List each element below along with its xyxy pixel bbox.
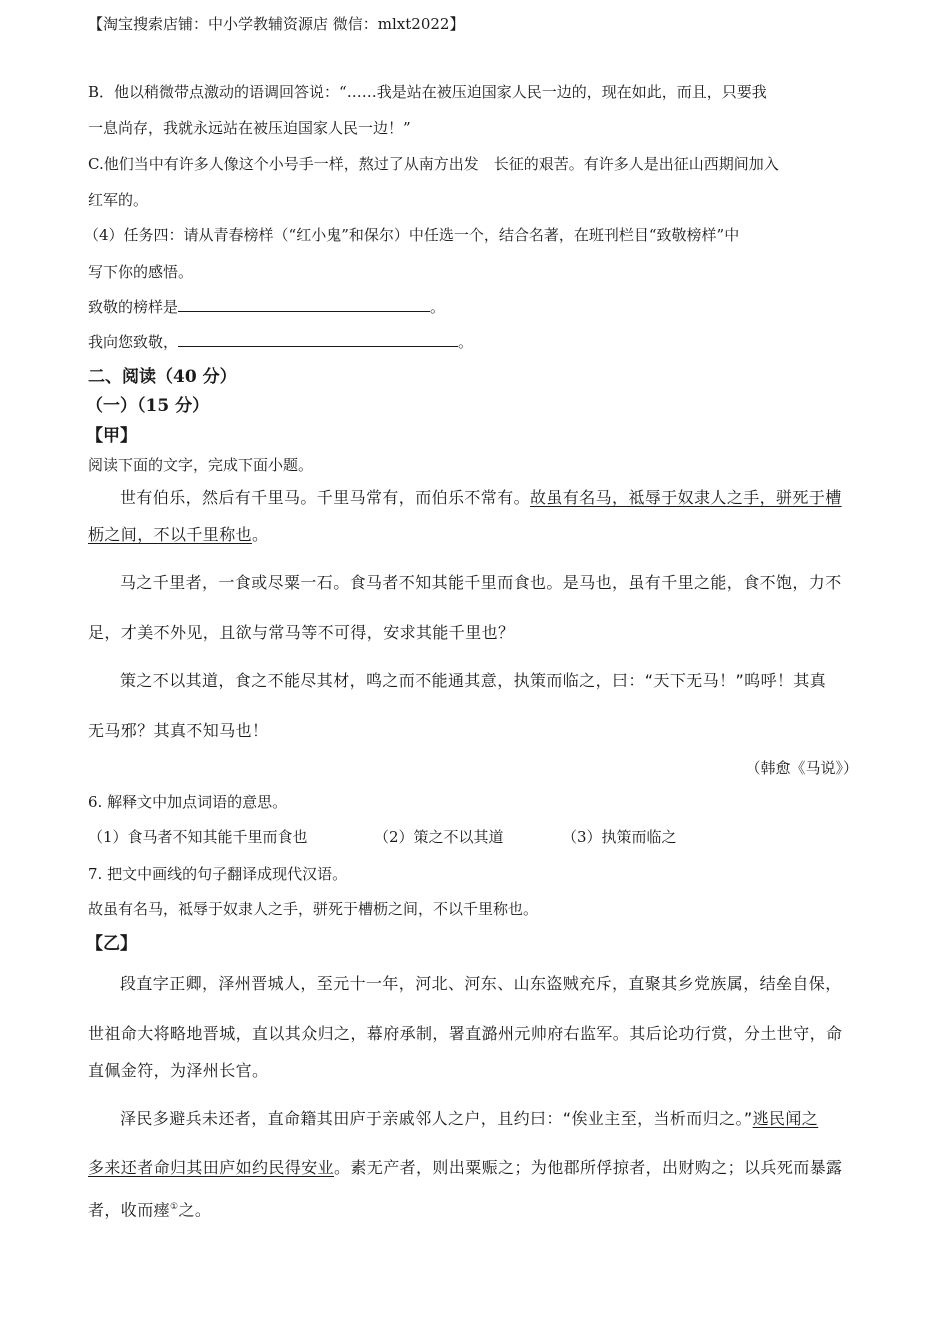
jia-p3-line1: 策之不以其道，食之不能尽其材，鸣之而不能通其意，执策而临之，曰：“天下无马！”呜呼！其真 <box>120 671 827 690</box>
footnote-marker: ① <box>170 1202 179 1212</box>
question-6-item-1: （1）食马者不知其能千里而食也 <box>88 828 308 846</box>
yi-p1-line3: 直佩金符，为泽州长官。 <box>88 1061 269 1080</box>
yi-p2-plain: 泽民多避兵未还者，直命籍其田庐于亲戚邻人之户，且约曰：“俟业主至，当析而归之。” <box>120 1109 753 1128</box>
question-6-item-3: （3）执策而临之 <box>562 828 677 846</box>
yi-p2-line1 <box>120 1109 818 1129</box>
reading-instruction: 阅读下面的文字，完成下面小题。 <box>88 456 314 474</box>
yi-p1-line1: 段直字正卿，泽州晋城人，至元十一年，河北、河东、山东盗贼充斥，直聚其乡党族属，结垒自保， <box>120 974 842 993</box>
passage-jia-label: 【甲】 <box>86 426 137 446</box>
section-reading-title: 二、阅读（40 分） <box>88 367 237 387</box>
yi-p2-line2 <box>88 1158 842 1178</box>
option-c-line2: 红军的。 <box>88 191 149 209</box>
jia-source: （韩愈《马说》） <box>745 759 858 777</box>
answer-line-2 <box>88 332 473 352</box>
yi-underlined-sentence-part1: 逃民闻之 <box>752 1109 819 1128</box>
jia-underlined-sentence-part1: 故虽有名马，祗辱于奴隶人之手，骈死于槽 <box>530 488 842 507</box>
jia-p1-end: 。 <box>252 525 269 544</box>
yi-p2-line3-b: 之。 <box>178 1200 212 1220</box>
jia-p1-plain: 世有伯乐，然后有千里马。千里马常有，而伯乐不常有。 <box>120 488 531 507</box>
yi-p2-line3-a: 者，收而瘗 <box>88 1200 171 1220</box>
jia-p1-line2 <box>88 525 268 545</box>
answer-line-2-prefix: 我向您致敬， <box>88 333 179 351</box>
option-b-line2: 一息尚存，我就永远站在被压迫国家人民一边！” <box>88 119 411 137</box>
jia-p3-line2: 无马邪？其真不知马也！ <box>88 721 269 740</box>
option-c-line1: C.他们当中有许多人像这个小号手一样，熬过了从南方出发 长征的艰苦。有许多人是出征山西期间加入 <box>88 155 779 173</box>
answer-line-2-suffix: 。 <box>458 333 474 351</box>
answer-line-1 <box>88 297 445 317</box>
jia-underlined-sentence-part2: 枥之间，不以千里称也 <box>88 525 253 544</box>
yi-p1-line2: 世祖命大将略地晋城，直以其众归之，幕府承制，署直潞州元帅府右监军。其后论功行赏，分土世守，命 <box>88 1024 843 1043</box>
answer-blank-1[interactable] <box>178 297 430 312</box>
question-7: 7. 把文中画线的句子翻译成现代汉语。 <box>88 865 348 883</box>
option-b-line1: B．他以稍微带点激动的语调回答说：“……我是站在被压迫国家人民一边的，现在如此，而且，只要我 <box>88 83 767 101</box>
jia-p2-line1: 马之千里者，一食或尽粟一石。食马者不知其能千里而食也。是马也，虽有千里之能，食不饱，力不 <box>120 573 842 592</box>
question-6-item-2: （2）策之不以其道 <box>374 828 504 846</box>
task4-line1: （4）任务四：请从青春榜样（“红小鬼”和保尔）中任选一个，结合名著，在班刊栏目“致敬榜样”中 <box>84 226 740 244</box>
question-6: 6. 解释文中加点词语的意思。 <box>88 793 288 811</box>
jia-p1-line1 <box>120 488 842 508</box>
yi-underlined-sentence-part2: 多来还者命归其田庐如约民得安业 <box>88 1158 335 1177</box>
task4-line2: 写下你的感悟。 <box>88 263 194 281</box>
page-header: 【淘宝搜索店铺：中小学教辅资源店 微信：mlxt2022】 <box>88 15 465 33</box>
answer-blank-2[interactable] <box>178 332 458 347</box>
passage-yi-label: 【乙】 <box>86 934 137 954</box>
question-7-sentence: 故虽有名马，祗辱于奴隶人之手，骈死于槽枥之间，不以千里称也。 <box>88 900 539 918</box>
yi-p2-rest: 。素无产者，则出粟赈之；为他郡所俘掠者，出财购之；以兵死而暴露 <box>334 1158 843 1177</box>
jia-p2-line2: 足，才美不外见，且欲与常马等不可得，安求其能千里也？ <box>88 623 515 642</box>
answer-line-1-suffix: 。 <box>430 298 446 316</box>
answer-line-1-prefix: 致敬的榜样是 <box>88 298 179 316</box>
yi-p2-line3 <box>88 1197 211 1220</box>
subsection-title: （一）（15 分） <box>86 396 210 416</box>
